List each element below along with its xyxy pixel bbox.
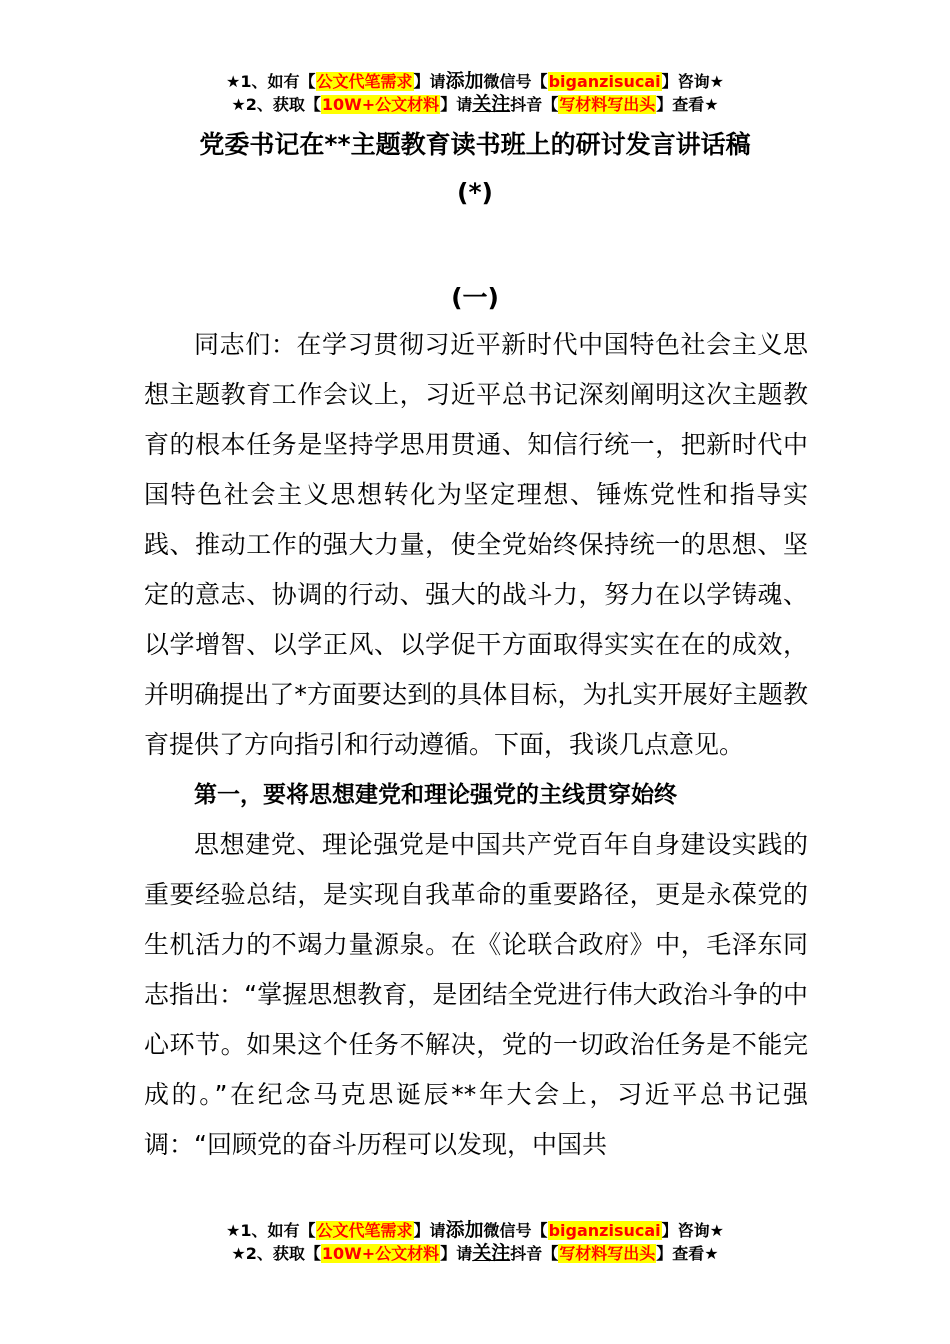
banner-emphasis: 关注 <box>472 93 511 115</box>
banner-text: 】咨询★ <box>661 1221 724 1240</box>
highlight-materials: 10W+公文材料 <box>321 95 440 114</box>
highlight-ghostwriting: 公文代笔需求 <box>316 72 413 91</box>
banner-text: 】请 <box>440 1244 473 1263</box>
banner-emphasis: 关注 <box>472 1242 511 1264</box>
banner-line-1 <box>0 1219 950 1242</box>
banner-line-1 <box>0 70 950 93</box>
paragraph: 同志们：在学习贯彻习近平新时代中国特色社会主义思想主题教育工作会议上，习近平总书记深刻阐明这次主题教育的根本任务是坚持学思用贯通、知信行统一，把新时代中国特色社会主义思想转化为坚定理想、锤炼党性和指导实践、推动工作的强大力量，使全党始终保持统一的思想、坚定的意志、协调的行动、强大的战斗力，努力在以学铸魂、以学增智、以学正风、以学促干方面取得实实在在的成效，并明确提出了*方面要达到的具体目标，为扎实开展好主题教育提供了方向指引和行动遵循。下面，我谈几点意见。 <box>144 330 808 759</box>
banner-text: 微信号【 <box>483 72 548 91</box>
banner-text: 】请 <box>413 1221 446 1240</box>
document-body <box>144 320 808 1170</box>
section-number: (一) <box>451 283 499 312</box>
banner-text: 抖音【 <box>510 95 559 114</box>
banner-text: 微信号【 <box>483 1221 548 1240</box>
document-title: 党委书记在**主题教育读书班上的研讨发言讲话稿 <box>199 130 751 159</box>
banner-text: 】请 <box>440 95 473 114</box>
banner-text: 抖音【 <box>510 1244 559 1263</box>
highlight-douyin-account: 写材料写出头 <box>559 1244 656 1263</box>
highlight-wechat-id: biganzisucai <box>548 72 661 91</box>
banner-text: 】咨询★ <box>661 72 724 91</box>
banner-text: ★2、获取【 <box>231 1244 321 1263</box>
banner-text: 】查看★ <box>656 1244 719 1263</box>
highlight-ghostwriting: 公文代笔需求 <box>316 1221 413 1240</box>
paragraph: 思想建党、理论强党是中国共产党百年自身建设实践的重要经验总结，是实现自我革命的重要路径，更是永葆党的生机活力的不竭力量源泉。在《论联合政府》中，毛泽东同志指出：“掌握思想教育，是团结全党进行伟大政治斗争的中心环节。如果这个任务不解决，党的一切政治任务是不能完成的。”在纪念马克思诞辰**年大会上，习近平总书记强调：“回顾党的奋斗历程可以发现，中国共 <box>144 830 808 1159</box>
highlight-douyin-account: 写材料写出头 <box>559 95 656 114</box>
section-heading: 第一，要将思想建党和理论强党的主线贯穿始终 <box>194 782 677 808</box>
banner-text: ★1、如有【 <box>226 1221 316 1240</box>
highlight-wechat-id: biganzisucai <box>548 1221 661 1240</box>
banner-text: 】查看★ <box>656 95 719 114</box>
banner-line-2 <box>0 93 950 116</box>
document-title-suffix: (*) <box>457 178 493 207</box>
banner-line-2 <box>0 1242 950 1265</box>
banner-text: 】请 <box>413 72 446 91</box>
highlight-materials: 10W+公文材料 <box>321 1244 440 1263</box>
banner-text: ★2、获取【 <box>231 95 321 114</box>
banner-emphasis: 添加 <box>445 70 484 92</box>
banner-emphasis: 添加 <box>445 1219 484 1241</box>
top-banner <box>0 70 950 116</box>
banner-text: ★1、如有【 <box>226 72 316 91</box>
bottom-banner <box>0 1219 950 1265</box>
